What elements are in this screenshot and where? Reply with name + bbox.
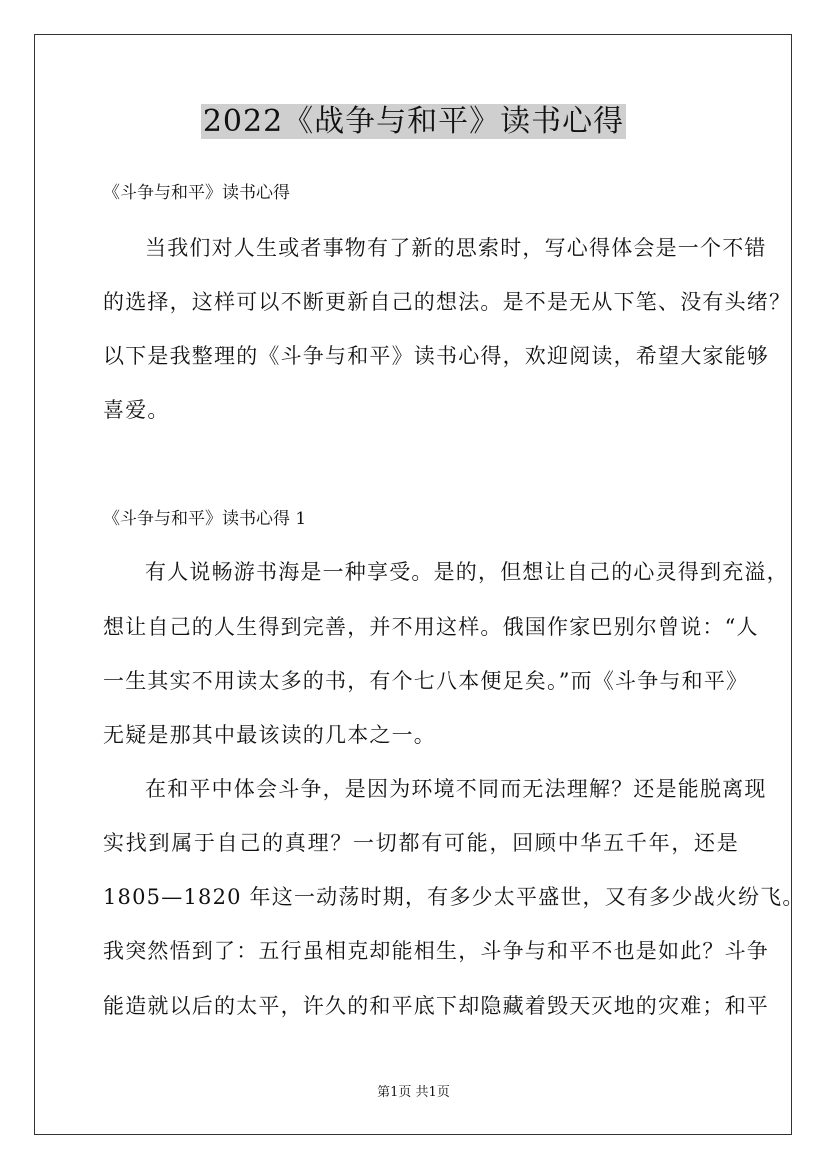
paragraph-line: 实找到属于自己的真理？一切都有可能，回顾中华五千年，还是 <box>103 831 739 855</box>
intro-heading: 《斗争与和平》读书心得 <box>103 183 290 203</box>
page-footer: 第1页 共1页 <box>377 1085 450 1100</box>
intro-line: 以下是我整理的《斗争与和平》读书心得，欢迎阅读，希望大家能够 <box>103 344 769 368</box>
paragraph-line: 1805—1820 年这一动荡时期，有多少太平盛世，又有多少战火纷飞。 <box>103 885 805 909</box>
paragraph-line: 想让自己的人生得到完善，并不用这样。俄国作家巴别尔曾说：“人 <box>103 615 759 639</box>
paragraph-line: 一生其实不用读太多的书，有个七八本便足矣。”而《斗争与和平》 <box>103 669 749 693</box>
paragraph-line: 有人说畅游书海是一种享受。是的，但想让自己的心灵得到充溢， <box>145 560 789 584</box>
paragraph-line: 无疑是那其中最该读的几本之一。 <box>103 723 436 747</box>
paragraph-line: 在和平中体会斗争，是因为环境不同而无法理解？还是能脱离现 <box>145 777 767 801</box>
paragraph-line: 我突然悟到了：五行虽相克却能相生，斗争与和平不也是如此？斗争 <box>103 939 769 963</box>
document-title: 2022《战争与和平》读书心得 <box>202 104 625 139</box>
intro-line: 当我们对人生或者事物有了新的思索时，写心得体会是一个不错 <box>145 236 767 260</box>
section-heading: 《斗争与和平》读书心得 1 <box>103 509 307 529</box>
intro-line: 的选择，这样可以不断更新自己的想法。是不是无从下笔、没有头绪？ <box>103 290 792 314</box>
paragraph-line: 能造就以后的太平，许久的和平底下却隐藏着毁天灭地的灾难；和平 <box>103 994 769 1018</box>
intro-line: 喜爱。 <box>103 398 170 422</box>
